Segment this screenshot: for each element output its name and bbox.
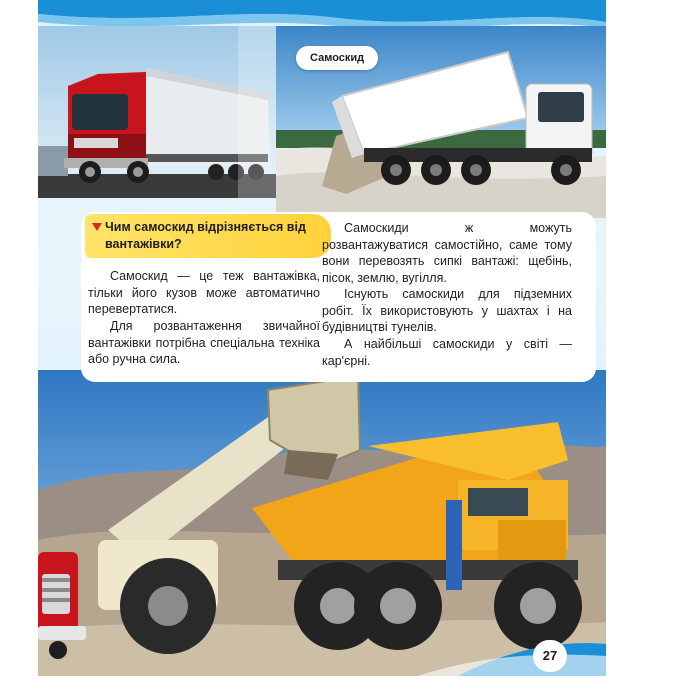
- right-paragraph-3: А найбільші самоскиди у світі — кар'єрні.: [322, 337, 572, 368]
- page-number: 27: [533, 640, 567, 672]
- left-paragraph-2: Для розвантаження звичайної вантажівки потрібна спеціальна техніка або ручна сила.: [88, 319, 320, 366]
- right-paragraph-2: Існують самоскиди для підземних робіт. Їх використовують у шахтах і на будівництві тунелів.: [322, 287, 572, 334]
- book-page: [38, 0, 606, 676]
- dump-truck-label: Самоскид: [296, 46, 378, 70]
- question-box: [85, 214, 331, 258]
- arrow-down-icon: [92, 223, 102, 231]
- red-truck-edge-illustration: [38, 548, 92, 660]
- right-paragraph-1: Самоскиди ж можуть розвантажуватися самостійно, саме тому вони перевозять сипкі вантажі: щебінь, пісок, землю, вугілля.: [322, 221, 572, 285]
- semi-truck-photo: [38, 26, 276, 198]
- mining-trucks-photo: [38, 370, 606, 676]
- question-heading: Чим самоскид відрізняється від вантажівки?: [105, 220, 306, 251]
- left-paragraph-1: Самоскид — це теж вантажівка, тільки його кузов може автоматично перевертатися.: [88, 269, 320, 316]
